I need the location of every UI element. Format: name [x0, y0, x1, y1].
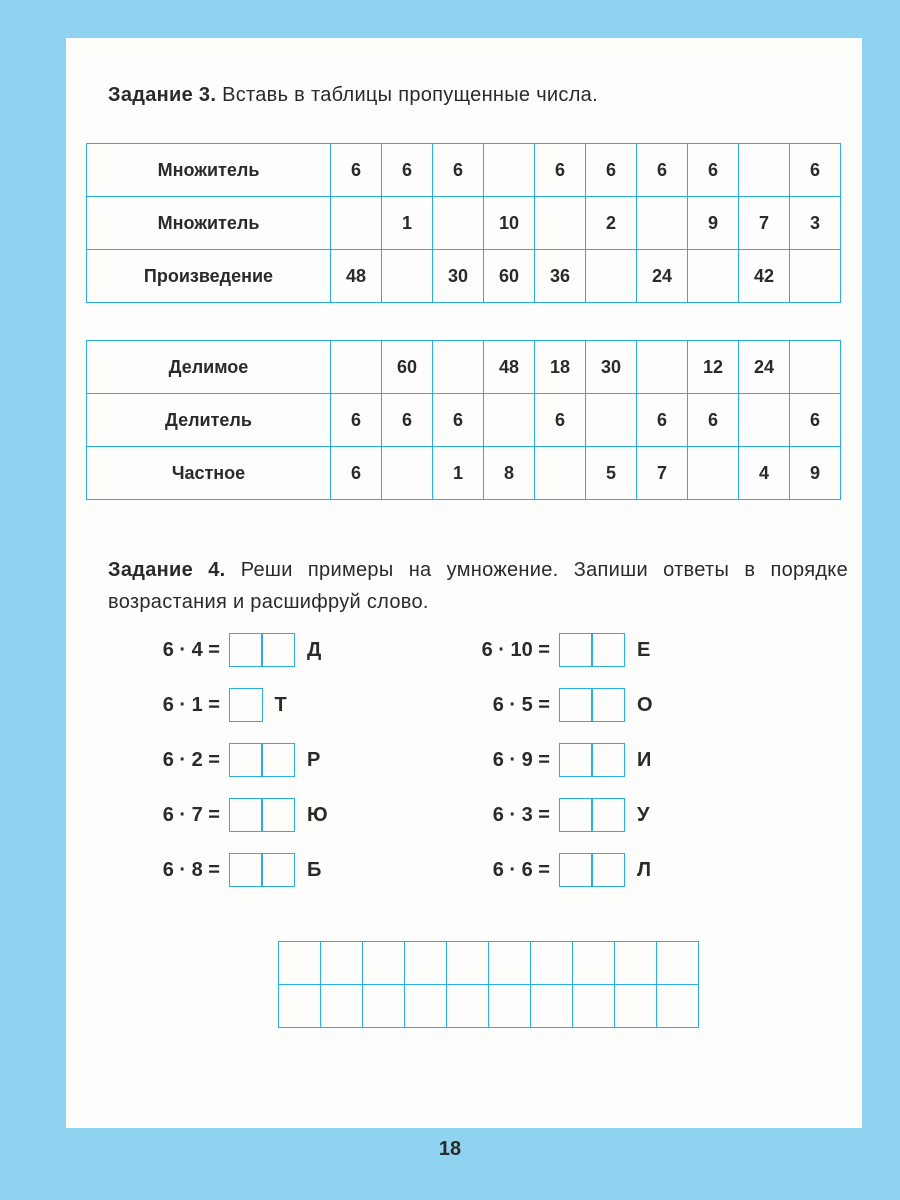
blank-cell[interactable] — [535, 197, 586, 250]
table-cell: 7 — [739, 197, 790, 250]
answer-box[interactable] — [591, 688, 625, 722]
table-cell: 6 — [688, 394, 739, 447]
answer-boxes — [230, 688, 263, 722]
answer-box[interactable] — [229, 688, 263, 722]
answer-boxes — [560, 743, 625, 777]
table-cell: 6 — [637, 144, 688, 197]
blank-cell[interactable] — [637, 341, 688, 394]
answer-box[interactable] — [591, 853, 625, 887]
table-cell: 2 — [586, 197, 637, 250]
answer-box[interactable] — [559, 633, 593, 667]
table-cell: 42 — [739, 250, 790, 303]
code-letter: Д — [307, 638, 322, 661]
table-cell: 24 — [637, 250, 688, 303]
table-row — [87, 144, 841, 197]
table-cell: 1 — [433, 447, 484, 500]
answer-grid-cell[interactable] — [405, 985, 447, 1028]
answer-boxes — [560, 853, 625, 887]
answer-boxes — [230, 633, 295, 667]
example-expression: 6 · 3 = — [492, 803, 550, 826]
answer-box[interactable] — [261, 798, 295, 832]
answer-grid-cell[interactable] — [363, 942, 405, 985]
example-expression: 6 · 10 = — [481, 638, 550, 661]
table-cell: 24 — [739, 341, 790, 394]
task4-heading — [108, 554, 848, 618]
blank-cell[interactable] — [484, 144, 535, 197]
table-cell: 6 — [586, 144, 637, 197]
answer-box[interactable] — [229, 853, 263, 887]
multiplication-example — [450, 687, 653, 723]
table-row — [87, 447, 841, 500]
table-cell: 60 — [382, 341, 433, 394]
answer-grid-cell[interactable] — [279, 942, 321, 985]
answer-grid-cell[interactable] — [531, 985, 573, 1028]
answer-box[interactable] — [591, 743, 625, 777]
table-cell: 6 — [382, 144, 433, 197]
answer-grid — [278, 941, 699, 1028]
answer-grid-cell[interactable] — [279, 985, 321, 1028]
task4-label: Задание 4. — [108, 559, 226, 581]
row-label: Множитель — [87, 197, 331, 250]
table-cell: 6 — [535, 394, 586, 447]
answer-grid-cell[interactable] — [447, 942, 489, 985]
table-cell: 60 — [484, 250, 535, 303]
answer-grid-cell[interactable] — [321, 985, 363, 1028]
answer-box[interactable] — [591, 633, 625, 667]
blank-cell[interactable] — [331, 197, 382, 250]
blank-cell[interactable] — [535, 447, 586, 500]
table-row — [87, 394, 841, 447]
table-cell: 18 — [535, 341, 586, 394]
table-row — [87, 341, 841, 394]
answer-grid-cell[interactable] — [657, 985, 699, 1028]
multiplication-example — [130, 852, 321, 888]
multiplication-example — [130, 742, 320, 778]
table-cell: 6 — [433, 394, 484, 447]
answer-box[interactable] — [229, 633, 263, 667]
code-letter: И — [637, 748, 652, 771]
blank-cell[interactable] — [433, 341, 484, 394]
blank-cell[interactable] — [382, 250, 433, 303]
task4-text: Реши примеры на умножение. Запиши ответы в порядке возрастания и расшифруй слово. — [108, 559, 848, 613]
example-expression: 6 · 8 = — [162, 858, 220, 881]
answer-box[interactable] — [559, 798, 593, 832]
blank-cell[interactable] — [484, 394, 535, 447]
answer-boxes — [560, 633, 625, 667]
answer-box[interactable] — [229, 798, 263, 832]
code-letter: Л — [637, 858, 652, 881]
blank-cell[interactable] — [382, 447, 433, 500]
table-cell: 7 — [637, 447, 688, 500]
row-label: Множитель — [87, 144, 331, 197]
table-cell: 36 — [535, 250, 586, 303]
answer-grid-cell[interactable] — [657, 942, 699, 985]
example-expression: 6 · 4 = — [162, 638, 220, 661]
answer-box[interactable] — [559, 853, 593, 887]
answer-grid-cell[interactable] — [447, 985, 489, 1028]
blank-cell[interactable] — [790, 341, 841, 394]
answer-box[interactable] — [229, 743, 263, 777]
example-expression: 6 · 1 = — [162, 693, 220, 716]
answer-grid-cell[interactable] — [489, 942, 531, 985]
blank-cell[interactable] — [688, 447, 739, 500]
row-label: Делитель — [87, 394, 331, 447]
answer-box[interactable] — [261, 633, 295, 667]
example-expression: 6 · 7 = — [162, 803, 220, 826]
code-letter: О — [637, 693, 653, 716]
blank-cell[interactable] — [637, 197, 688, 250]
multiplication-example — [130, 632, 321, 668]
table-row — [87, 250, 841, 303]
table-cell: 6 — [331, 447, 382, 500]
blank-cell[interactable] — [586, 394, 637, 447]
example-expression: 6 · 5 = — [492, 693, 550, 716]
table-cell: 48 — [484, 341, 535, 394]
answer-box[interactable] — [261, 853, 295, 887]
table-cell: 9 — [688, 197, 739, 250]
multiplication-example — [450, 632, 650, 668]
table-cell: 6 — [331, 144, 382, 197]
multiplication-example — [450, 797, 649, 833]
answer-grid-cell[interactable] — [573, 985, 615, 1028]
code-letter: Б — [307, 858, 322, 881]
answer-boxes — [230, 853, 295, 887]
code-letter: Е — [637, 638, 651, 661]
table-cell: 6 — [688, 144, 739, 197]
workbook-page — [66, 38, 862, 1128]
answer-boxes — [560, 688, 625, 722]
division-table — [86, 340, 841, 500]
blank-cell[interactable] — [331, 341, 382, 394]
table-cell: 6 — [535, 144, 586, 197]
table-cell: 8 — [484, 447, 535, 500]
answer-grid-cell[interactable] — [321, 942, 363, 985]
multiplication-example — [450, 742, 651, 778]
answer-box[interactable] — [559, 743, 593, 777]
table-cell: 6 — [331, 394, 382, 447]
row-label: Частное — [87, 447, 331, 500]
multiplication-example — [450, 852, 651, 888]
answer-grid-cell[interactable] — [363, 985, 405, 1028]
table-cell: 30 — [586, 341, 637, 394]
example-expression: 6 · 6 = — [492, 858, 550, 881]
table-cell: 10 — [484, 197, 535, 250]
answer-box[interactable] — [261, 743, 295, 777]
table-cell: 6 — [433, 144, 484, 197]
page-number: 18 — [438, 1138, 462, 1160]
table-cell: 6 — [382, 394, 433, 447]
blank-cell[interactable] — [688, 250, 739, 303]
table-cell: 12 — [688, 341, 739, 394]
multiplication-example — [130, 687, 287, 723]
task3-text: Вставь в таблицы пропущенные числа. — [222, 84, 598, 106]
answer-grid-cell[interactable] — [531, 942, 573, 985]
task3-label: Задание 3. — [108, 84, 217, 106]
answer-grid-cell[interactable] — [405, 942, 447, 985]
blank-cell[interactable] — [586, 250, 637, 303]
blank-cell[interactable] — [739, 144, 790, 197]
table-row — [87, 197, 841, 250]
table-cell: 4 — [739, 447, 790, 500]
example-expression: 6 · 2 = — [162, 748, 220, 771]
code-letter: Р — [307, 748, 321, 771]
row-label: Произведение — [87, 250, 331, 303]
table-cell: 9 — [790, 447, 841, 500]
answer-boxes — [560, 798, 625, 832]
answer-boxes — [230, 743, 295, 777]
table-cell: 5 — [586, 447, 637, 500]
answer-grid-cell[interactable] — [615, 985, 657, 1028]
answer-box[interactable] — [559, 688, 593, 722]
table-cell: 48 — [331, 250, 382, 303]
answer-box[interactable] — [591, 798, 625, 832]
answer-grid-cell[interactable] — [573, 942, 615, 985]
table-cell: 6 — [790, 394, 841, 447]
multiplication-table — [86, 143, 841, 303]
answer-boxes — [230, 798, 295, 832]
table-cell: 3 — [790, 197, 841, 250]
blank-cell[interactable] — [739, 394, 790, 447]
task3-heading — [108, 84, 598, 107]
table-cell: 1 — [382, 197, 433, 250]
row-label: Делимое — [87, 341, 331, 394]
example-expression: 6 · 9 = — [492, 748, 550, 771]
answer-grid-cell[interactable] — [489, 985, 531, 1028]
blank-cell[interactable] — [433, 197, 484, 250]
answer-grid-cell[interactable] — [615, 942, 657, 985]
code-letter: Ю — [307, 803, 328, 826]
code-letter: Т — [274, 693, 287, 716]
table-cell: 6 — [637, 394, 688, 447]
multiplication-example — [130, 797, 328, 833]
code-letter: У — [637, 803, 650, 826]
table-cell: 30 — [433, 250, 484, 303]
blank-cell[interactable] — [790, 250, 841, 303]
table-cell: 6 — [790, 144, 841, 197]
